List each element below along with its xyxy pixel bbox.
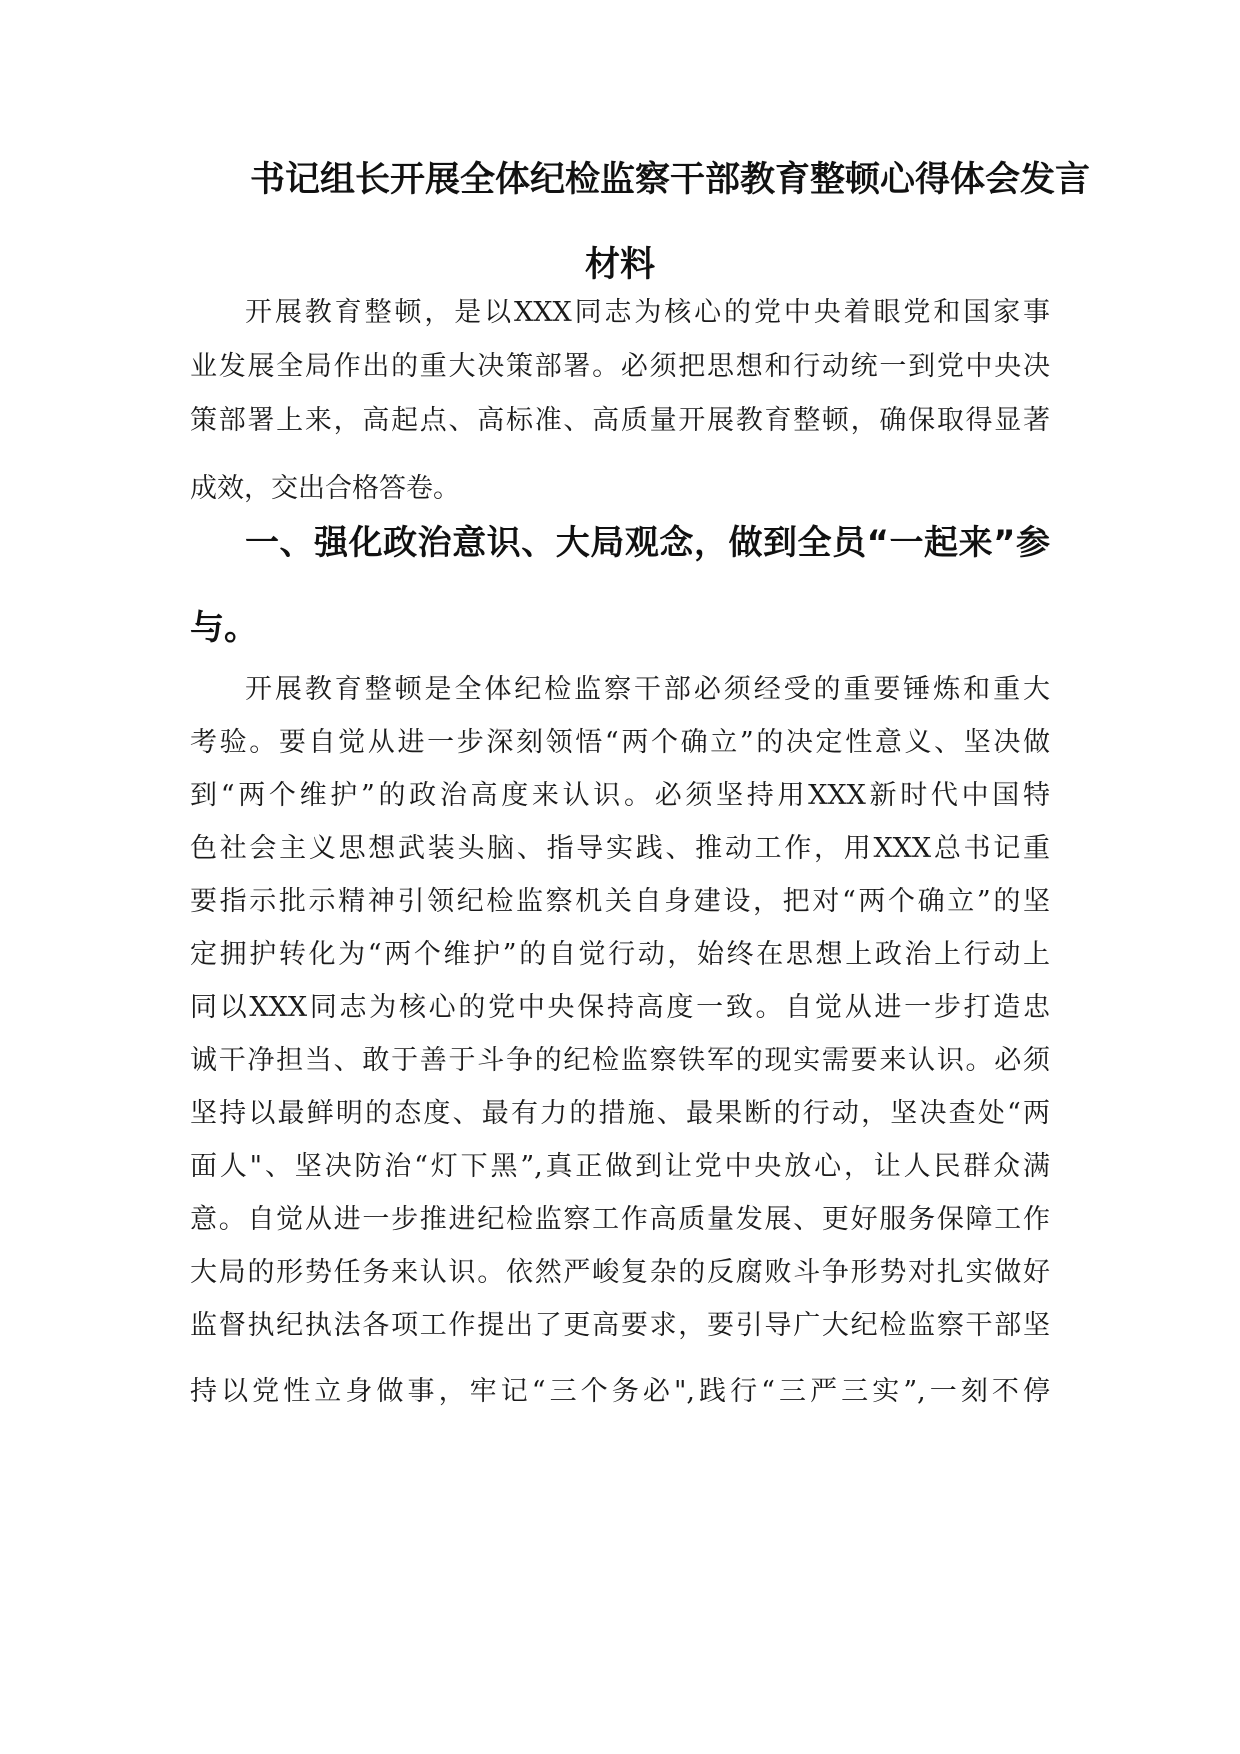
intro-paragraph-line: 策部署上来，高起点、高标准、高质量开展教育整顿，确保取得显著 (190, 405, 1050, 436)
section-1-paragraph-line: 定拥护转化为“两个维护”的自觉行动，始终在思想上政治上行动上 (190, 939, 1050, 970)
section-1-paragraph-line: 诚干净担当、敢于善于斗争的纪检监察铁军的现实需要来认识。必须 (190, 1045, 1050, 1076)
section-1-heading-line-1: 一、强化政治意识、大局观念，做到全员“一起来”参 (245, 523, 1050, 563)
section-1-paragraph-line: 考验。要自觉从进一步深刻领悟“两个确立”的决定性意义、坚决做 (190, 727, 1050, 758)
section-1-paragraph-line: 开展教育整顿是全体纪检监察干部必须经受的重要锤炼和重大 (245, 674, 1050, 705)
section-1-paragraph-line: 色社会主义思想武装头脑、指导实践、推动工作，用XXX总书记重 (190, 833, 1050, 864)
section-1-paragraph-line: 监督执纪执法各项工作提出了更高要求，要引导广大纪检监察干部坚 (190, 1310, 1050, 1341)
intro-paragraph-line: 业发展全局作出的重大决策部署。必须把思想和行动统一到党中央决 (190, 351, 1050, 382)
section-1-paragraph-line: 大局的形势任务来认识。依然严峻复杂的反腐败斗争形势对扎实做好 (190, 1257, 1050, 1288)
section-1-paragraph-line: 面人"、坚决防治“灯下黑”,真正做到让党中央放心，让人民群众满 (190, 1151, 1050, 1182)
section-1-paragraph-line: 坚持以最鲜明的态度、最有力的措施、最果断的行动，坚决查处“两 (190, 1098, 1050, 1129)
section-1-paragraph-line: 要指示批示精神引领纪检监察机关自身建设，把对“两个确立”的坚 (190, 886, 1050, 917)
document-title-line-1: 书记组长开展全体纪检监察干部教育整顿心得体会发言 (250, 160, 1091, 200)
section-1-heading-line-2: 与。 (190, 608, 258, 648)
intro-paragraph-line: 开展教育整顿，是以XXX同志为核心的党中央着眼党和国家事 (245, 297, 1050, 328)
section-1-paragraph-line: 意。自觉从进一步推进纪检监察工作高质量发展、更好服务保障工作 (190, 1204, 1050, 1235)
section-1-paragraph-line: 同以XXX同志为核心的党中央保持高度一致。自觉从进一步打造忠 (190, 992, 1050, 1023)
document-title-line-2: 材料 (585, 245, 656, 285)
section-1-paragraph-line: 到“两个维护”的政治高度来认识。必须坚持用XXX新时代中国特 (190, 780, 1050, 811)
section-1-paragraph-line: 持以党性立身做事，牢记“三个务必",践行“三严三实”,一刻不停 (190, 1376, 1050, 1407)
intro-paragraph-line: 成效，交出合格答卷。 (190, 473, 460, 504)
